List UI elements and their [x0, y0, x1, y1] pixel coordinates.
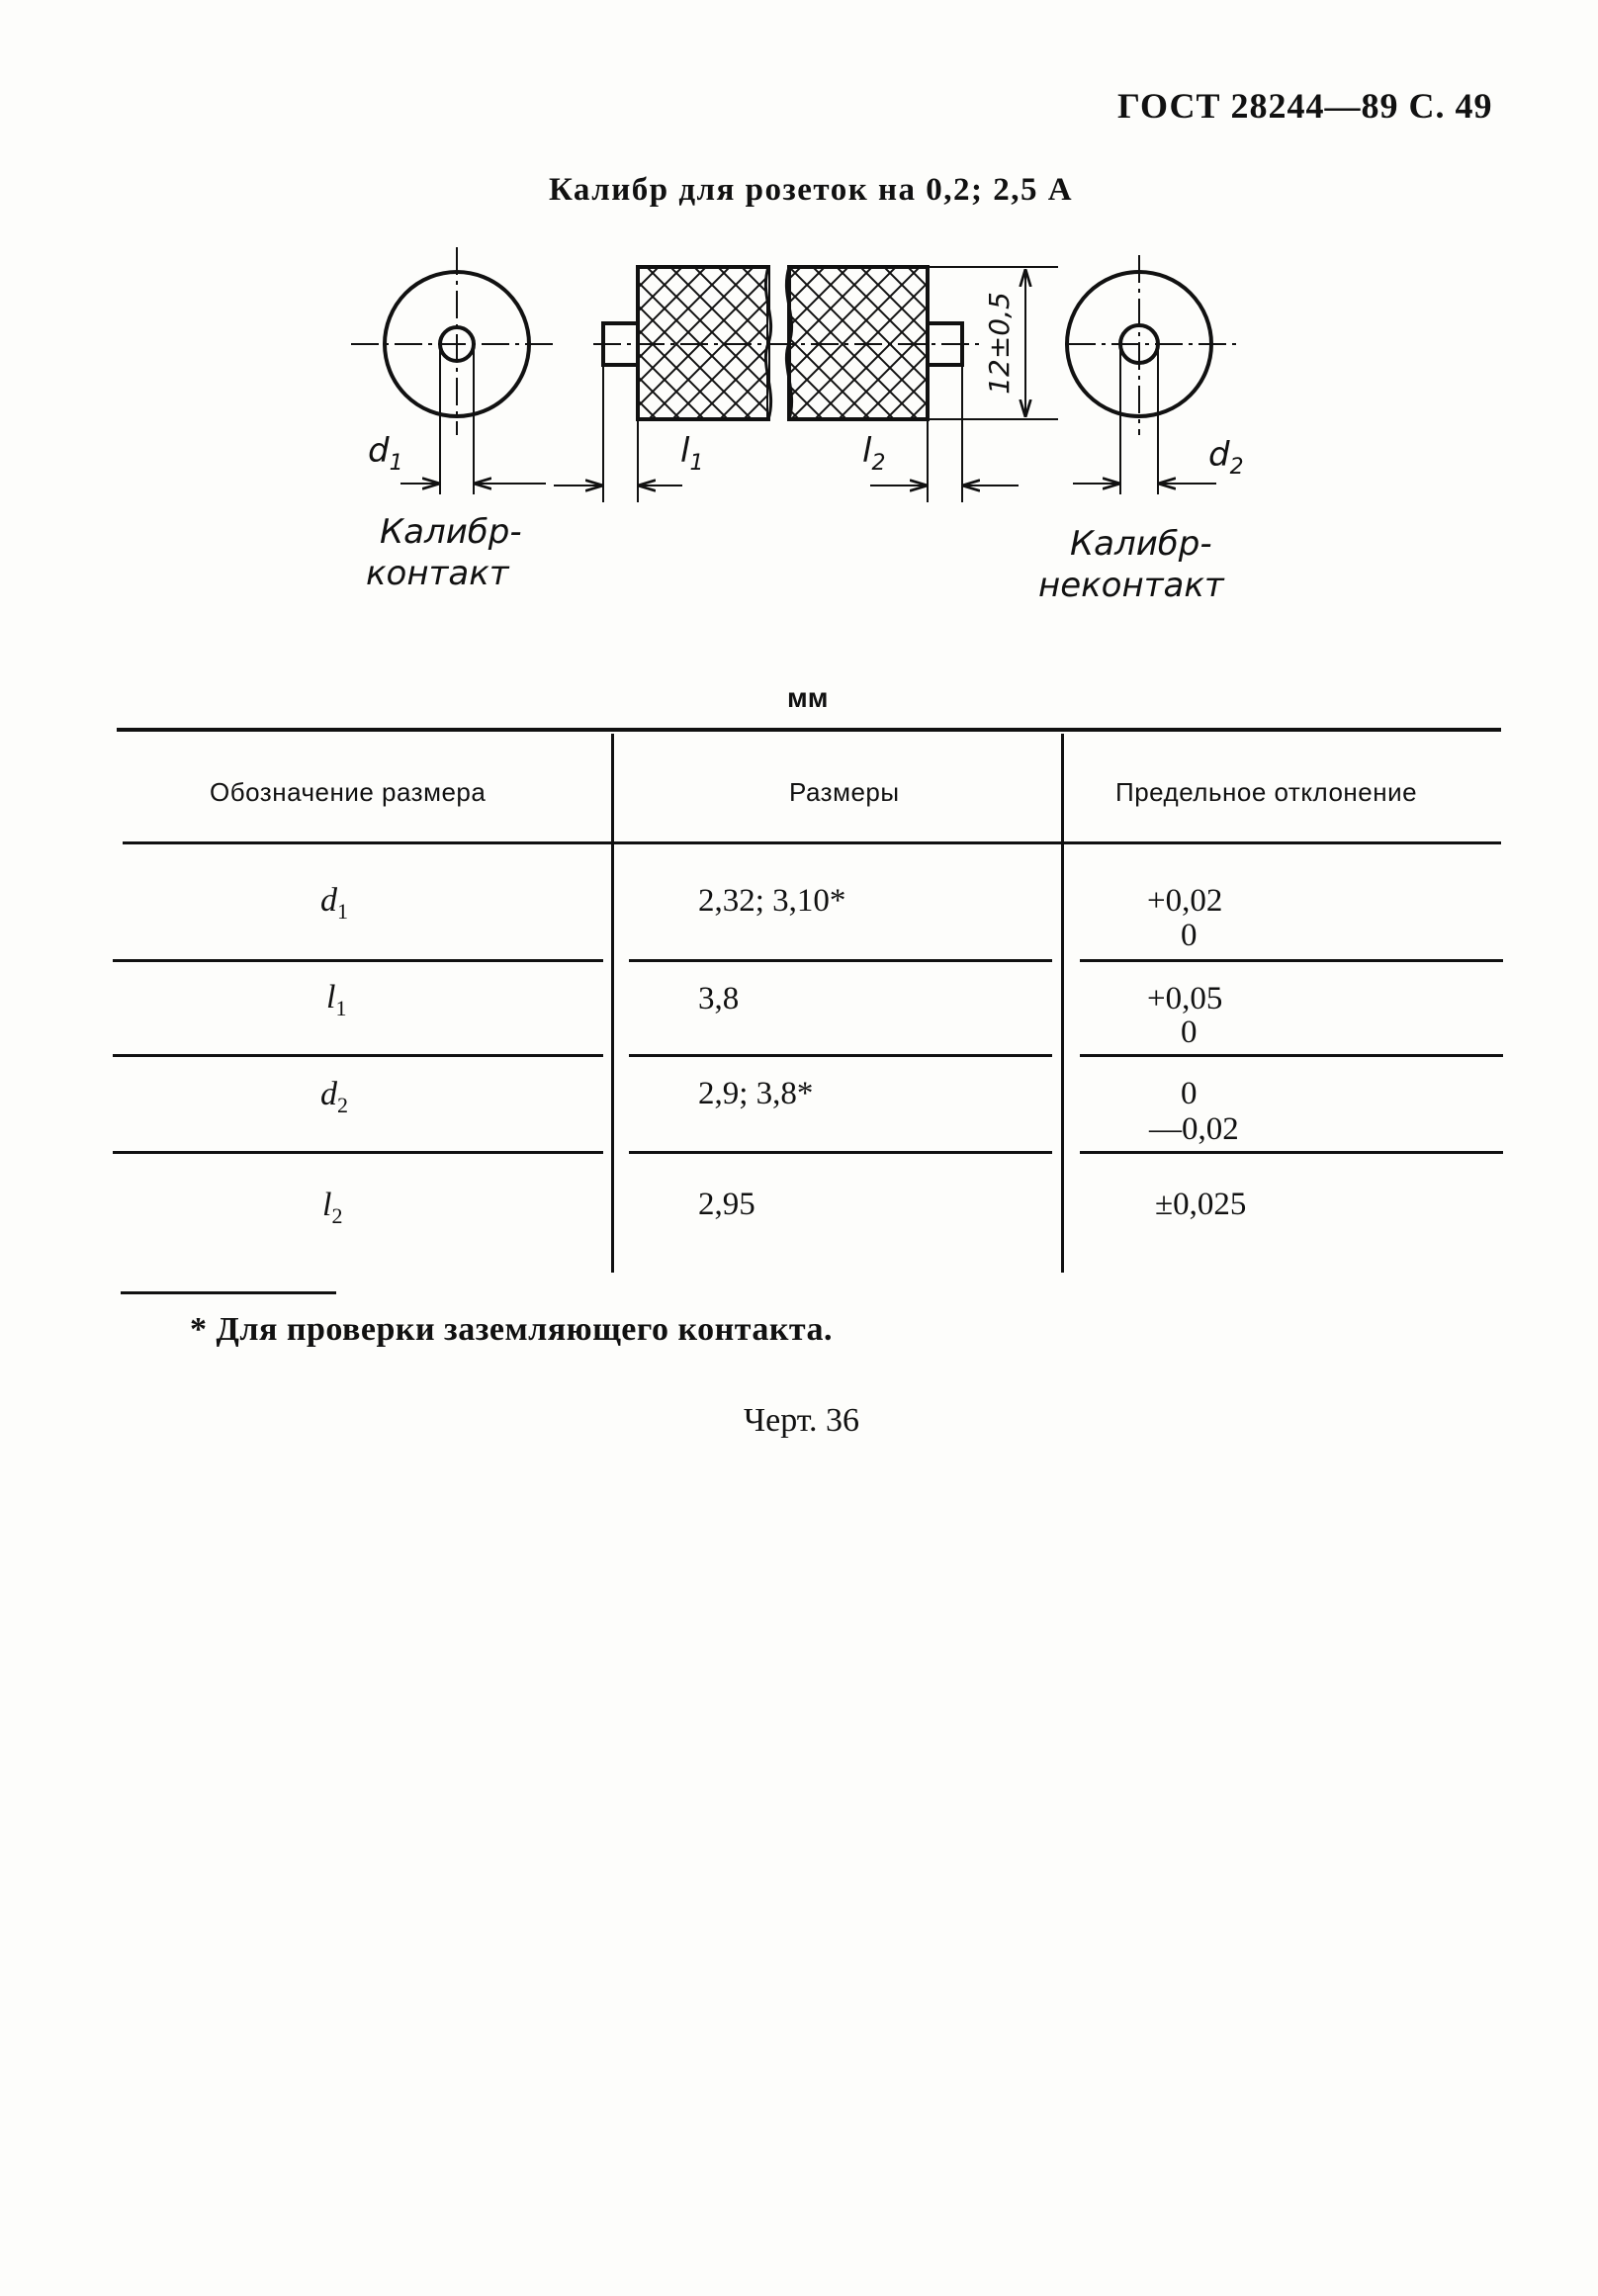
- header-sizes: Размеры: [789, 777, 900, 807]
- row-separator: [113, 1054, 603, 1057]
- figure-title: Калибр для розеток на 0,2; 2,5 А: [548, 172, 1074, 208]
- footnote: * Для проверки заземляющего контакта.: [190, 1311, 834, 1348]
- label-l2: $l_2$: [862, 431, 886, 476]
- gauge-contact-label-line1: Калибр-: [380, 512, 522, 552]
- footnote-rule: [121, 1291, 336, 1294]
- gauge-noncontact-label-line2: неконтакт: [1038, 566, 1224, 605]
- dimension-height-label: 12±0,5: [983, 292, 1016, 395]
- header-deviation: Предельное отклонение: [1115, 777, 1418, 807]
- table-row-symbol: $l_1$: [326, 979, 347, 1020]
- row-separator: [113, 959, 603, 962]
- table-row-deviation-lower: —0,02: [1149, 1111, 1239, 1147]
- table-row-symbol: $d_2$: [320, 1076, 348, 1117]
- gauge-noncontact-label-line1: Калибр-: [1070, 524, 1212, 564]
- table-top-rule: [117, 728, 1501, 732]
- table-row-deviation-upper: +0,05: [1147, 981, 1223, 1016]
- table-row-size: 2,32; 3,10*: [698, 883, 846, 919]
- figure-caption: Черт. 36: [744, 1402, 860, 1439]
- table-row-symbol: $l_2$: [322, 1187, 343, 1228]
- column-divider-1: [611, 734, 614, 1273]
- table-row-deviation-upper: 0: [1181, 1076, 1198, 1111]
- gauge-contact-label-line2: контакт: [366, 554, 509, 593]
- table-header-rule: [123, 841, 1501, 844]
- table-row-deviation-upper: +0,02: [1147, 883, 1223, 919]
- page-header: ГОСТ 28244—89 С. 49: [1117, 86, 1493, 126]
- row-separator: [1080, 1054, 1503, 1057]
- table-row-size: 2,9; 3,8*: [698, 1076, 814, 1111]
- label-d1: $d_1$: [368, 431, 403, 476]
- table-row-size: 2,95: [698, 1187, 755, 1222]
- table-row-symbol: $d_1$: [320, 882, 348, 924]
- row-separator: [629, 1151, 1052, 1154]
- table-row-size: 3,8: [698, 981, 740, 1016]
- table-row-deviation-upper: ±0,025: [1155, 1187, 1247, 1222]
- units-label: мм: [787, 682, 829, 713]
- table-row-deviation-lower: 0: [1181, 918, 1198, 953]
- label-l1: $l_1$: [680, 431, 704, 476]
- column-divider-2: [1061, 734, 1064, 1273]
- row-separator: [629, 959, 1052, 962]
- row-separator: [113, 1151, 603, 1154]
- table-row-deviation-lower: 0: [1181, 1015, 1198, 1050]
- row-separator: [1080, 1151, 1503, 1154]
- header-designation: Обозначение размера: [210, 777, 487, 807]
- row-separator: [629, 1054, 1052, 1057]
- row-separator: [1080, 959, 1503, 962]
- label-d2: $d_2$: [1208, 435, 1244, 480]
